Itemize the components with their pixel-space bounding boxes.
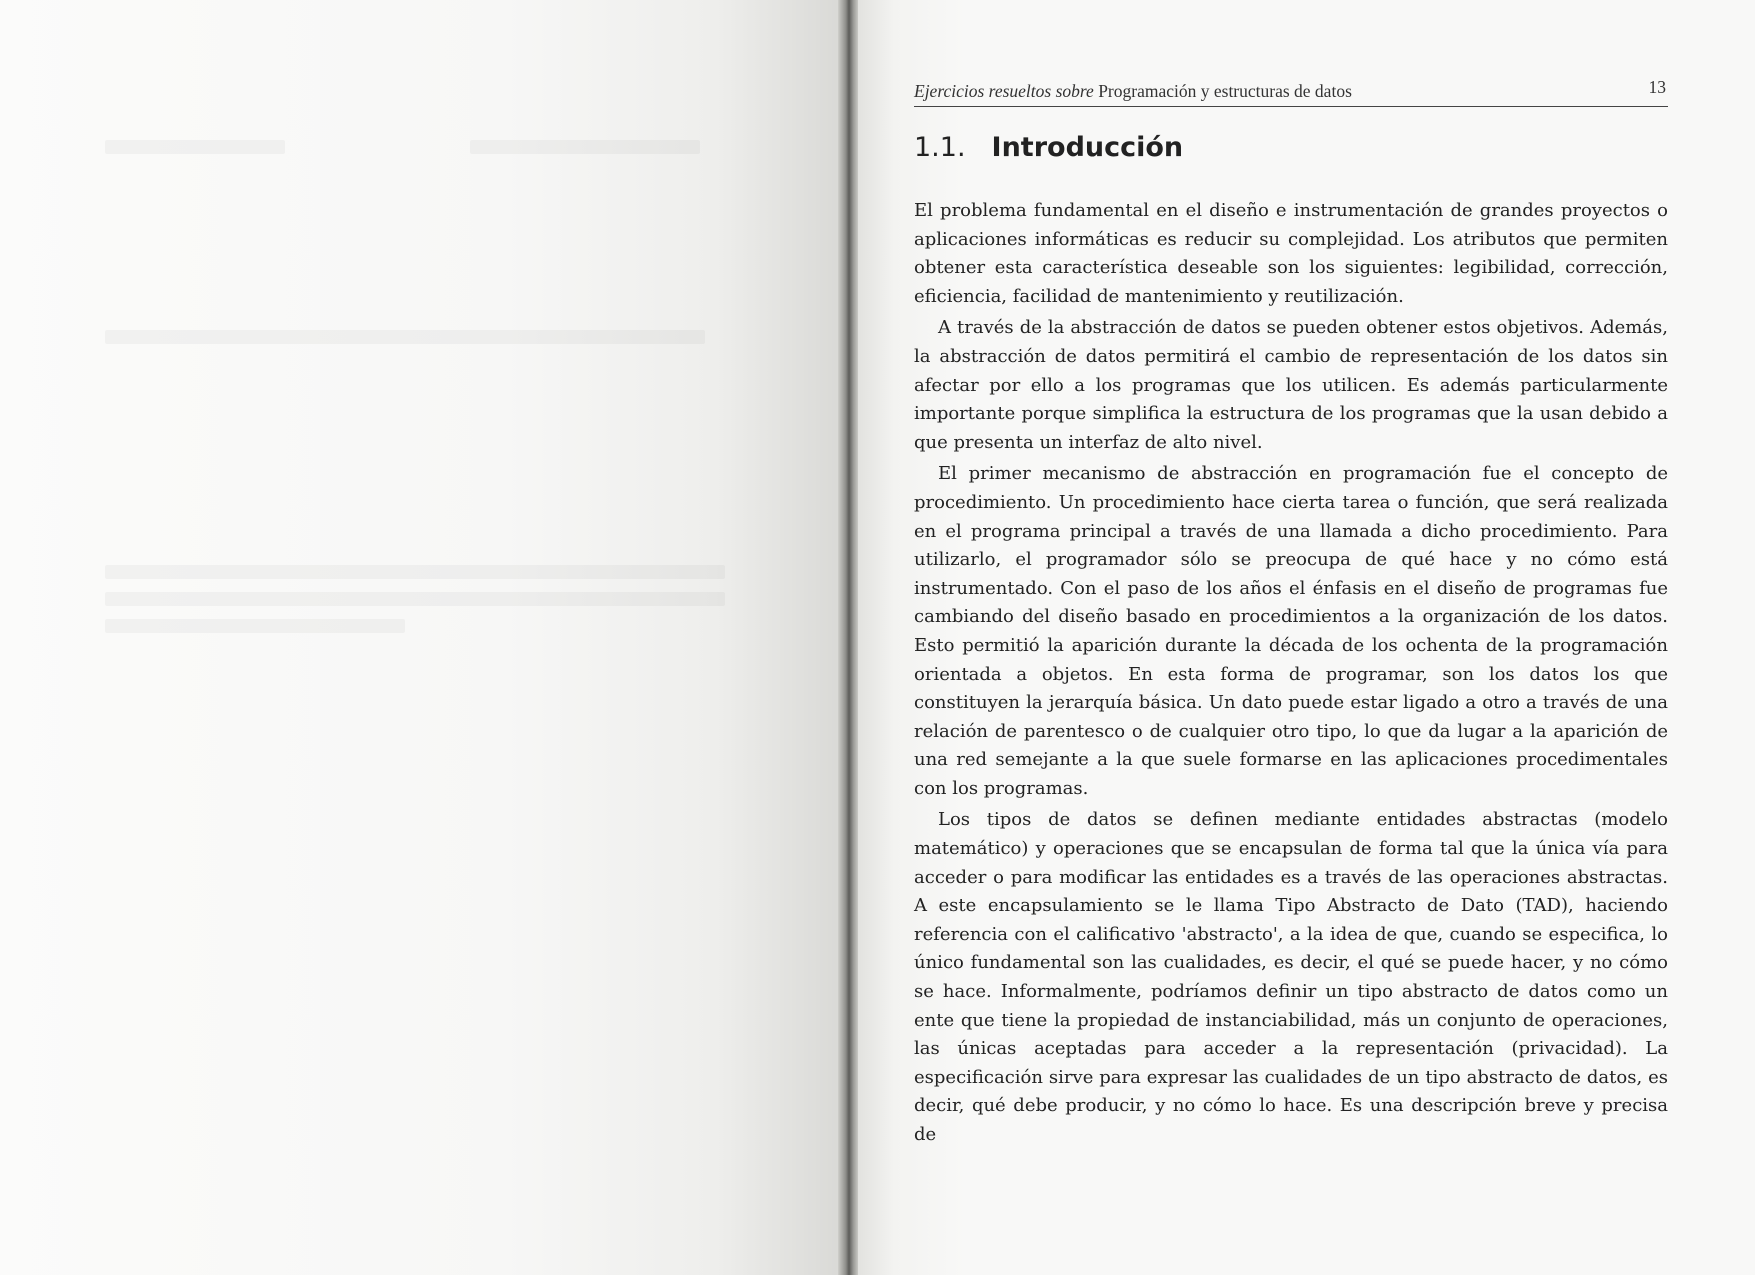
section-title: Introducción bbox=[991, 132, 1184, 163]
paragraph: El problema fundamental en el diseño e instrumentación de grandes proyectos o aplicaciones informáticas es reducir su complejidad. Los atributos que permiten obtener esta característica deseable son los siguientes: legibilidad, corrección, eficiencia, facilidad de mantenimiento y reutilización. bbox=[914, 200, 1668, 307]
bleed-through-line bbox=[105, 619, 405, 633]
running-header bbox=[914, 78, 1668, 107]
bleed-through-line bbox=[105, 565, 725, 579]
page-number: 13 bbox=[1648, 77, 1666, 97]
section-number: 1.1. bbox=[914, 132, 966, 163]
running-title-regular: Programación y estructuras de datos bbox=[1098, 81, 1352, 101]
paragraph: A través de la abstracción de datos se pueden obtener estos objetivos. Además, la abstracción de datos permitirá el cambio de representación de los datos sin afectar por ello a los programas que los utilicen. Es además particularmente importante porque simplifica la estructura de los programas que la usan debido a que presenta un interfaz de alto nivel. bbox=[914, 317, 1668, 453]
body-text bbox=[914, 197, 1668, 1153]
left-page-blank bbox=[0, 0, 842, 1275]
paragraph: El primer mecanismo de abstracción en programación fue el concepto de procedimiento. Un procedimiento hace cierta tarea o función, que será realizada en el programa principal a través de una llamada a dicho procedimiento. Para utilizarlo, el programador sólo se preocupa de qué hace y no cómo está instrumentado. Con el paso de los años el énfasis en el diseño de programas fue cambiando del diseño basado en procedimientos a la organización de los datos. Esto permitió la aparición durante la década de los ochenta de la programación orientada a objetos. En esta forma de programar, son los datos los que constituyen la jerarquía básica. Un dato puede estar ligado a otro a través de una relación de parentesco o de cualquier otro tipo, lo que da lugar a la aparición de una red semejante a la que suele formarse en las aplicaciones procedimentales con los programas. bbox=[914, 463, 1668, 799]
bleed-through-line bbox=[105, 592, 725, 606]
running-title bbox=[914, 81, 1352, 102]
bleed-through-line bbox=[105, 330, 705, 344]
book-gutter bbox=[838, 0, 860, 1275]
bleed-through-line bbox=[105, 140, 285, 154]
right-page bbox=[858, 0, 1755, 1275]
section-heading bbox=[914, 132, 1183, 163]
running-title-italic: Ejercicios resueltos sobre bbox=[914, 81, 1094, 101]
paragraph: Los tipos de datos se definen mediante entidades abstractas (modelo matemático) y operaciones que se encapsulan de forma tal que la única vía para acceder o para modificar las entidades es a través de las operaciones abstractas. A este encapsulamiento se le llama Tipo Abstracto de Dato (TAD), haciendo referencia con el calificativo 'abstracto', a la idea de que, cuando se especifica, lo único fundamental son las cualidades, es decir, el qué se puede hacer, y no cómo se hace. Informalmente, podríamos definir un tipo abstracto de datos como un ente que tiene la propiedad de instanciabilidad, más un conjunto de operaciones, las únicas aceptadas para acceder a la representación (privacidad). La especificación sirve para expresar las cualidades de un tipo abstracto de datos, es decir, qué debe producir, y no cómo lo hace. Es una descripción breve y precisa de bbox=[914, 809, 1668, 1145]
bleed-through-line bbox=[470, 140, 700, 154]
